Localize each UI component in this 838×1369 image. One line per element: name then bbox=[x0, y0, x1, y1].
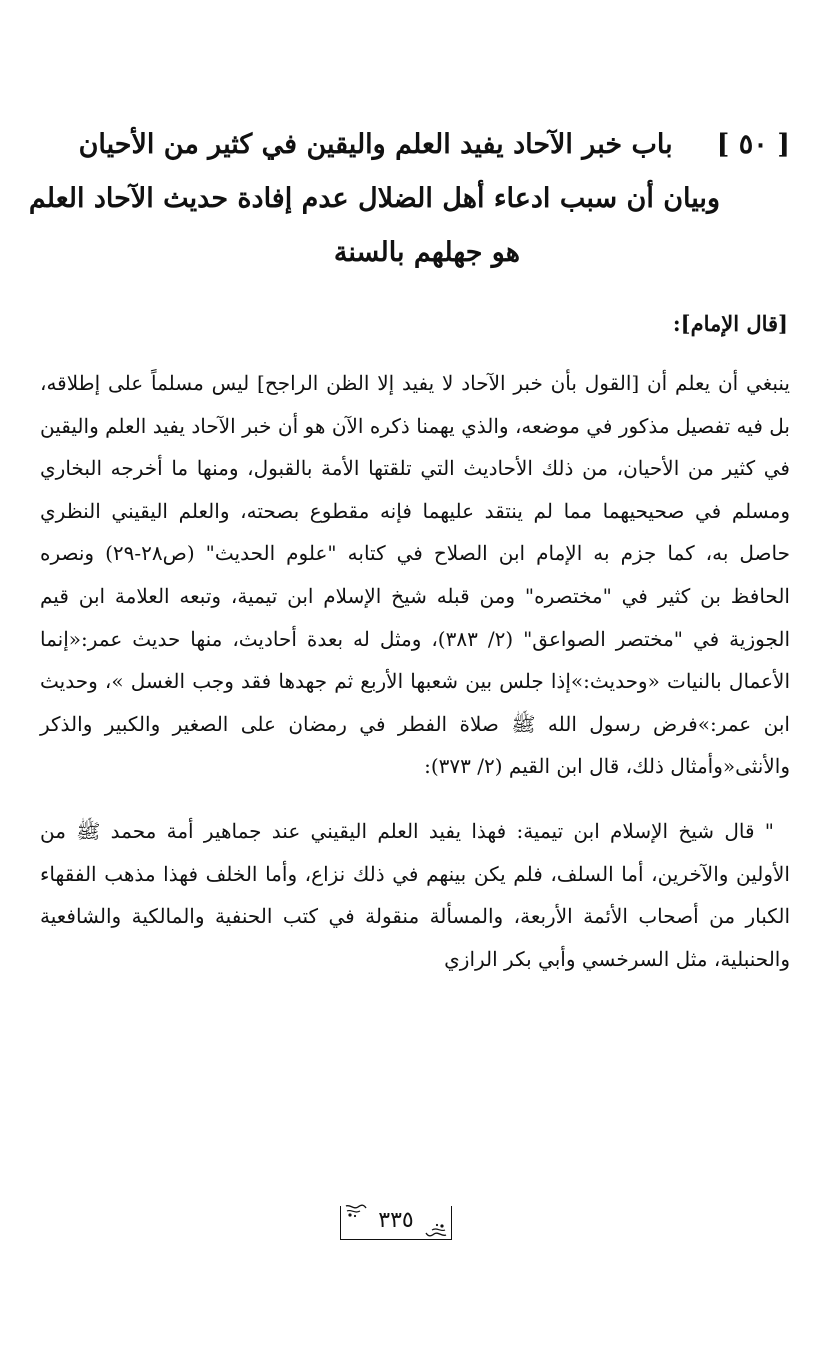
page-number: ٣٣٥ bbox=[378, 1208, 414, 1233]
chapter-title-text-1: باب خبر الآحاد يفيد العلم واليقين في كثير من الأحيان bbox=[78, 129, 673, 160]
chapter-title-line-1 bbox=[40, 118, 790, 172]
chapter-title-line-2: وبيان أن سبب ادعاء أهل الضلال عدم إفادة حديث الآحاد العلم bbox=[28, 183, 720, 214]
floral-corner-ornament-icon bbox=[425, 1223, 447, 1237]
chapter-title-line-3: هو جهلهم بالسنة bbox=[333, 237, 520, 268]
page-number-frame bbox=[340, 1206, 452, 1240]
section-label: [قال الإمام]: bbox=[672, 311, 788, 336]
paragraph-1: ينبغي أن يعلم أن [القول بأن خبر الآحاد لا يفيد إلا الظن الراجح] ليس مسلماً على إطلاقه، بل فيه تفصيل مذكور في موضعه، والذي يهمنا ذكره الآن هو أن خبر الآحاد يفيد العلم واليقين في كثير من الأحيان، من ذلك الأحاديث التي تلقتها الأمة بالقبول، ومنها ما أخرجه البخاري ومسلم في صحيحيهما مما لم ينتقد عليهما فإنه مقطوع بصحته، والعلم اليقيني النظري حاصل به، كما جزم به الإمام ابن الصلاح في كتابه "علوم الحديث" (ص٢٨-٢٩) ونصره الحافظ بن كثير في "مختصره" ومن قبله شيخ الإسلام ابن تيمية، وتبعه العلامة ابن قيم الجوزية في "مختصر الصواعق" (٢/ ٣٨٣)، ومثل له بعدة أحاديث، منها حديث عمر:«إنما الأعمال بالنيات «وحديث:»إذا جلس بين شعبها الأربع ثم جهدها فقد وجب الغسل »، وحديث ابن عمر:»فرض رسول الله ﷺ صلاة الفطر في رمضان على الصغير والكبير والذكر والأنثى«وأمثال ذلك، قال ابن القيم (٢/ ٣٧٣): bbox=[40, 371, 790, 779]
chapter-number: [ ٥٠ ] bbox=[716, 129, 790, 160]
floral-corner-ornament-icon bbox=[345, 1204, 367, 1218]
paragraph-2: " قال شيخ الإسلام ابن تيمية: فهذا يفيد العلم اليقيني عند جماهير أمة محمد ﷺ من الأولين والآخرين، أما السلف، فلم يكن بينهم في ذلك نزاع، وأما الخلف فهذا مذهب الفقهاء الكبار من أصحاب الأئمة الأربعة، والمسألة منقولة في كتب الحنفية والمالكية والشافعية والحنبلية، مثل السرخسي وأبي بكر الرازي bbox=[40, 818, 790, 971]
chapter-heading bbox=[28, 118, 790, 280]
